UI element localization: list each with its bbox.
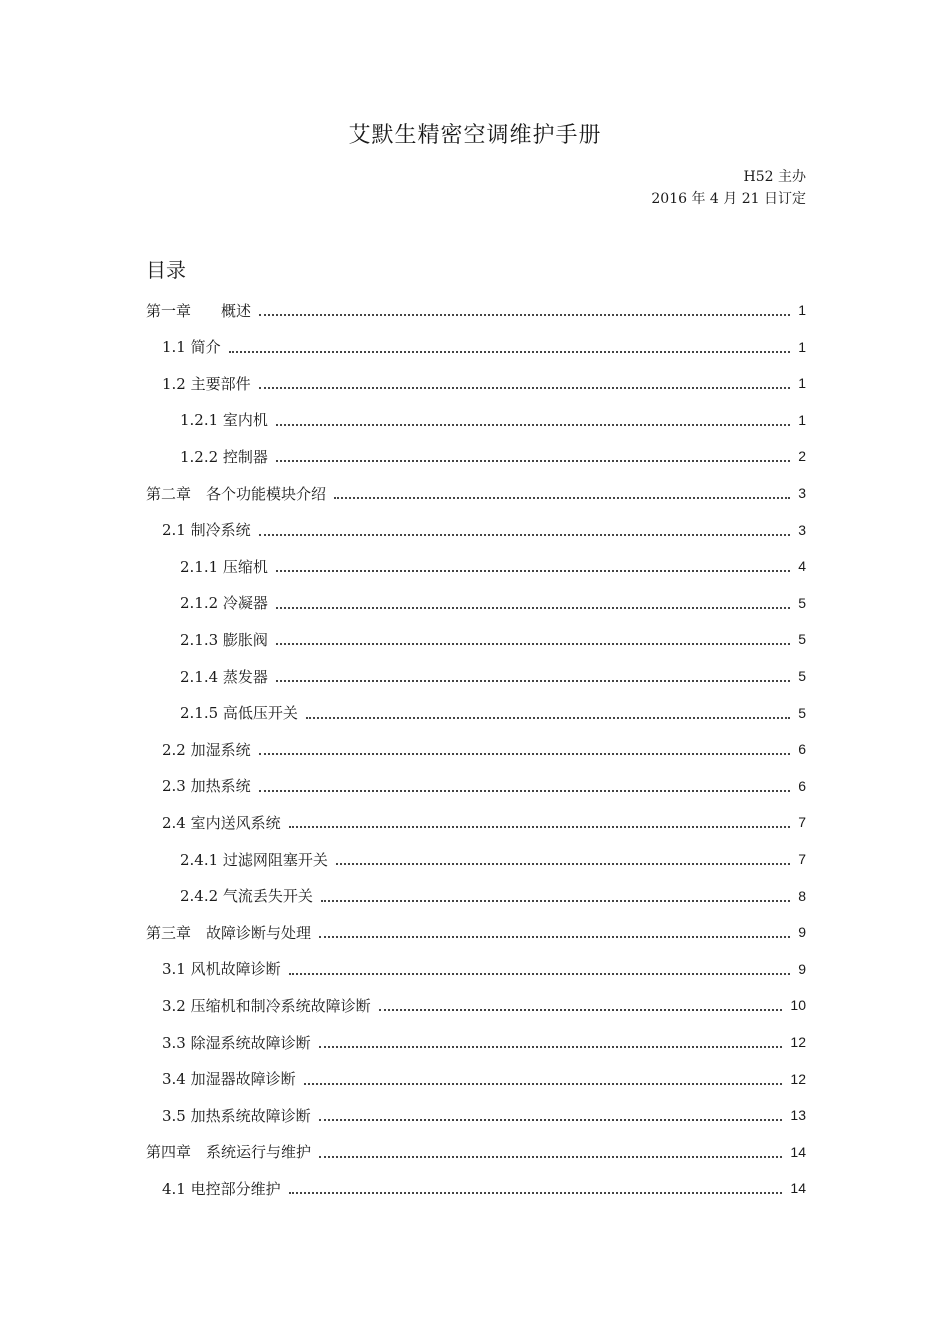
toc-entry[interactable] <box>162 1101 806 1129</box>
toc-entry-label: 2.1 制冷系统 <box>162 521 251 540</box>
toc-dot-leader <box>319 1156 782 1158</box>
toc-entry-label: 2.4 室内送风系统 <box>162 813 281 832</box>
toc-entry-page-number: 3 <box>798 485 806 501</box>
toc-entry[interactable] <box>162 516 806 544</box>
toc-entry[interactable] <box>180 699 806 727</box>
toc-entry-page-number: 8 <box>798 887 806 904</box>
toc-entry-label: 2.1.1 压缩机 <box>180 557 268 576</box>
toc-dot-leader <box>276 680 790 682</box>
toc-entry[interactable] <box>180 882 806 910</box>
toc-entry-page-number: 12 <box>790 1034 806 1050</box>
date-line: 2016 年 4 月 21 日订定 <box>651 191 806 207</box>
toc-entry[interactable] <box>162 772 806 800</box>
toc-entry-page-number: 6 <box>798 741 806 758</box>
toc-entry-label: 1.2.1 室内机 <box>180 411 268 430</box>
toc-entry-page-number: 1 <box>798 411 806 428</box>
toc-entry-label: 3.5 加热系统故障诊断 <box>162 1106 311 1125</box>
toc-entry[interactable] <box>162 991 806 1019</box>
toc-entry-page-number: 10 <box>790 997 806 1014</box>
toc-entry-page-number: 13 <box>790 1107 806 1124</box>
toc-entry[interactable] <box>162 808 806 836</box>
toc-entry-label: 3.3 除湿系统故障诊断 <box>162 1033 311 1052</box>
toc-entry-label: 2.3 加热系统 <box>162 777 251 796</box>
toc-entry-page-number: 1 <box>798 375 806 392</box>
toc-dot-leader <box>276 607 790 609</box>
toc-dot-leader <box>319 936 790 938</box>
toc-entry-label: 2.2 加湿系统 <box>162 740 251 759</box>
toc-entry-page-number: 5 <box>798 668 806 684</box>
document-title: 艾默生精密空调维护手册 <box>348 123 602 148</box>
toc-entry-label: 3.4 加湿器故障诊断 <box>162 1070 296 1089</box>
toc-dot-leader <box>259 753 791 755</box>
toc-entry[interactable] <box>180 845 806 873</box>
toc-entry-label: 2.1.5 高低压开关 <box>180 704 298 723</box>
toc-entry[interactable] <box>146 479 806 507</box>
toc-entry-page-number: 14 <box>790 1180 806 1197</box>
toc-heading: 目录 <box>146 258 186 282</box>
toc-entry[interactable] <box>180 552 806 580</box>
toc-dot-leader <box>259 790 791 792</box>
toc-dot-leader <box>379 1009 783 1011</box>
toc-dot-leader <box>276 643 790 645</box>
toc-entry[interactable] <box>162 333 806 361</box>
toc-entry-label: 第三章 故障诊断与处理 <box>146 923 312 942</box>
toc-entry[interactable] <box>146 1138 806 1166</box>
toc-dot-leader <box>276 570 790 572</box>
toc-entry-page-number: 4 <box>798 558 806 575</box>
toc-entry[interactable] <box>162 1174 806 1202</box>
toc-dot-leader <box>229 351 791 353</box>
toc-entry-page-number: 5 <box>798 594 806 611</box>
toc-entry[interactable] <box>146 918 806 946</box>
toc-entry-label: 1.2.2 控制器 <box>180 447 268 466</box>
toc-entry-label: 2.1.4 蒸发器 <box>180 667 268 686</box>
toc-entry-page-number: 5 <box>798 631 806 648</box>
toc-entry-page-number: 6 <box>798 777 806 794</box>
toc-entry-page-number: 7 <box>798 814 806 831</box>
toc-entry[interactable] <box>162 955 806 983</box>
toc-entry[interactable] <box>180 406 806 434</box>
toc-entry-label: 第四章 系统运行与维护 <box>146 1143 312 1162</box>
author-line: H52 主办 <box>743 169 806 185</box>
toc-entry-label: 4.1 电控部分维护 <box>162 1179 281 1198</box>
toc-entry-page-number: 5 <box>798 704 806 721</box>
toc-entry[interactable] <box>180 625 806 653</box>
toc-entry[interactable] <box>146 296 806 324</box>
toc-entry-label: 第一章 概述 <box>146 301 252 320</box>
toc-entry[interactable] <box>180 442 806 470</box>
toc-entry-page-number: 12 <box>790 1070 806 1087</box>
toc-entry-label: 2.1.2 冷凝器 <box>180 594 268 613</box>
toc-dot-leader <box>321 900 790 902</box>
toc-dot-leader <box>259 314 790 316</box>
toc-entry-page-number: 9 <box>798 960 806 977</box>
toc-entry-page-number: 1 <box>798 338 806 355</box>
toc-dot-leader <box>289 826 791 828</box>
toc-dot-leader <box>259 387 791 389</box>
toc-dot-leader <box>304 1083 783 1085</box>
toc-entry[interactable] <box>162 735 806 763</box>
toc-entry-page-number: 14 <box>790 1143 806 1160</box>
toc-entry-label: 2.4.2 气流丢失开关 <box>180 887 313 906</box>
toc-dot-leader <box>289 1192 783 1194</box>
toc-entry[interactable] <box>162 369 806 397</box>
toc-dot-leader <box>319 1119 783 1121</box>
toc-entry-label: 1.2 主要部件 <box>162 374 251 393</box>
toc-entry[interactable] <box>162 1028 806 1056</box>
toc-dot-leader <box>319 1046 783 1048</box>
toc-entry[interactable] <box>180 662 806 690</box>
toc-dot-leader <box>336 863 790 865</box>
toc-entry[interactable] <box>180 589 806 617</box>
toc-entry-page-number: 9 <box>798 924 806 941</box>
toc-entry-page-number: 7 <box>798 851 806 867</box>
toc-dot-leader <box>259 534 791 536</box>
toc-entry-label: 2.1.3 膨胀阀 <box>180 630 268 649</box>
toc-dot-leader <box>306 717 790 719</box>
toc-entry[interactable] <box>162 1065 806 1093</box>
toc-entry-label: 第二章 各个功能模块介绍 <box>146 484 327 503</box>
toc-dot-leader <box>334 497 790 499</box>
toc-entry-label: 1.1 简介 <box>162 338 221 357</box>
toc-entry-label: 3.2 压缩机和制冷系统故障诊断 <box>162 996 371 1015</box>
toc-entry-page-number: 3 <box>798 521 806 538</box>
toc-entry-label: 2.4.1 过滤网阻塞开关 <box>180 850 328 869</box>
toc-dot-leader <box>289 973 791 975</box>
toc-entry-page-number: 1 <box>798 302 806 318</box>
toc-entry-label: 3.1 风机故障诊断 <box>162 960 281 979</box>
toc-dot-leader <box>276 460 790 462</box>
toc-entry-page-number: 2 <box>798 448 806 465</box>
toc-dot-leader <box>276 424 790 426</box>
